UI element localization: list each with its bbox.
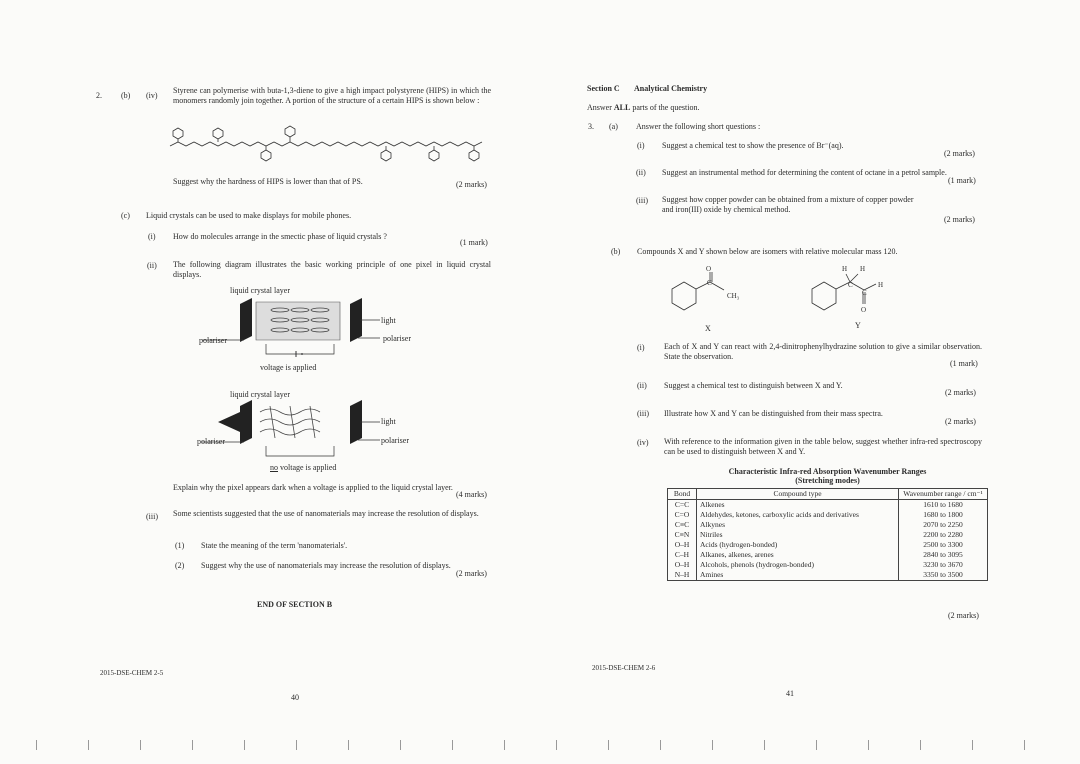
compound-type-cell: Alkanes, alkenes, arenes <box>697 550 899 560</box>
marks: (1 mark) <box>460 238 488 247</box>
edge-mark <box>452 740 453 750</box>
wavenumber-cell: 2500 to 3300 <box>899 540 988 550</box>
compound-type-cell: Alkynes <box>697 520 899 530</box>
molecule-y-structure <box>810 268 900 318</box>
marks: (2 marks) <box>456 569 487 578</box>
item-label: (1) <box>175 541 185 550</box>
marks: (4 marks) <box>456 490 487 499</box>
question-text: Styrene can polymerise with buta-1,3-diene to give a high impact polystyrene (HIPS) in which the monomers randomly join together. A portion of the structure of a certain HIPS is shown below : <box>173 86 491 105</box>
atom-label: O <box>861 306 867 314</box>
bond-cell: O–H <box>668 540 697 550</box>
column-header: Bond <box>668 489 697 500</box>
compound-type-cell: Aldehydes, ketones, carboxylic acids and derivatives <box>697 510 899 520</box>
question-text: With reference to the information given in the table below, suggest whether infra-red spectroscopy can be used to distinguish between X and Y. <box>664 437 982 456</box>
question-text: Some scientists suggested that the use of nanomaterials may increase the resolution of displays. <box>173 509 479 518</box>
question-text: Suggest a chemical test to distinguish between X and Y. <box>664 381 843 390</box>
bond-cell: C≡N <box>668 530 697 540</box>
section-title: Analytical Chemistry <box>634 84 708 93</box>
part-label: (b) <box>611 247 621 256</box>
bond-cell: N–H <box>668 570 697 581</box>
edge-mark <box>504 740 505 750</box>
marks: (1 mark) <box>950 359 978 368</box>
marks: (2 marks) <box>456 180 487 189</box>
marks: (2 marks) <box>944 215 975 224</box>
compound-type-cell: Amines <box>697 570 899 581</box>
bond-cell: O–H <box>668 560 697 570</box>
question-text: Suggest why the hardness of HIPS is lower than that of PS. <box>173 177 363 186</box>
question-text: Suggest how copper powder can be obtained from a mixture of copper powder and iron(III) oxide by chemical method. <box>662 195 914 214</box>
part-label: (c) <box>121 211 130 220</box>
marks: (1 mark) <box>948 176 976 185</box>
wavenumber-cell: 3350 to 3500 <box>899 570 988 581</box>
compound-type-cell: Nitriles <box>697 530 899 540</box>
edge-mark <box>348 740 349 750</box>
question-text: Answer the following short questions : <box>636 122 761 131</box>
atom-label: H <box>842 265 848 273</box>
compound-type-cell: Acids (hydrogen-bonded) <box>697 540 899 550</box>
edge-mark <box>712 740 713 750</box>
edge-mark <box>244 740 245 750</box>
subpart-label: (iv) <box>637 438 649 447</box>
table-row <box>668 500 988 511</box>
diagram-caption: voltage is applied <box>260 363 317 372</box>
table-row <box>668 530 988 540</box>
table-title: Characteristic Infra-red Absorption Wavenumber Ranges <box>728 467 927 476</box>
edge-mark <box>920 740 921 750</box>
wavenumber-cell: 2070 to 2250 <box>899 520 988 530</box>
question-text: Illustrate how X and Y can be distinguished from their mass spectra. <box>664 409 883 418</box>
polariser-label: polariser <box>199 336 227 345</box>
question-text: Explain why the pixel appears dark when a voltage is applied to the liquid crystal layer. <box>173 483 453 492</box>
question-text: Compounds X and Y shown below are isomers with relative molecular mass 120. <box>637 247 898 256</box>
lcd-pixel-illustration <box>200 296 400 366</box>
instruction-all: ALL <box>613 103 631 112</box>
edge-mark <box>192 740 193 750</box>
edge-mark <box>1024 740 1025 750</box>
question-text: Suggest why the use of nanomaterials may increase the resolution of displays. <box>201 561 451 570</box>
edge-mark <box>296 740 297 750</box>
bond-cell: C=C <box>668 500 697 511</box>
edge-mark <box>816 740 817 750</box>
subpart-label: (i) <box>148 232 156 241</box>
marks: (2 marks) <box>945 417 976 426</box>
page-number: 41 <box>786 689 794 698</box>
diagram-caption <box>270 463 336 473</box>
polariser-label: polariser <box>383 334 411 343</box>
edge-mark <box>608 740 609 750</box>
wavenumber-cell: 2200 to 2280 <box>899 530 988 540</box>
table-row <box>668 560 988 570</box>
atom-label: H <box>878 281 884 289</box>
bond-cell: C≡C <box>668 520 697 530</box>
edge-mark <box>88 740 89 750</box>
polariser-label: polariser <box>381 436 409 445</box>
compound-type-cell: Alcohols, phenols (hydrogen-bonded) <box>697 560 899 570</box>
subpart-label: (ii) <box>637 381 647 390</box>
wavenumber-cell: 1610 to 1680 <box>899 500 988 511</box>
marks: (2 marks) <box>948 611 979 620</box>
atom-label: H <box>860 265 866 273</box>
instruction-post: parts of the question. <box>630 103 700 112</box>
bond-cell: C=O <box>668 510 697 520</box>
item-label: (2) <box>175 561 185 570</box>
marks: (2 marks) <box>944 149 975 158</box>
edge-mark <box>556 740 557 750</box>
atom-label: CH₃ <box>727 292 740 300</box>
subpart-label: (iii) <box>637 409 649 418</box>
edge-mark <box>764 740 765 750</box>
bond-cell: C–H <box>668 550 697 560</box>
footer-code: 2015-DSE-CHEM 2-6 <box>592 664 656 672</box>
edge-mark <box>36 740 37 750</box>
table-row <box>668 550 988 560</box>
molecule-x-structure <box>670 268 760 318</box>
subpart-label: (ii) <box>147 261 157 270</box>
subpart-label: (iii) <box>146 512 158 521</box>
compound-type-cell: Alkenes <box>697 500 899 511</box>
subpart-label: (iv) <box>146 91 158 100</box>
question-number: 3. <box>588 122 594 131</box>
question-text: How do molecules arrange in the smectic phase of liquid crystals ? <box>173 232 387 241</box>
polariser-label: polariser <box>197 437 225 446</box>
compound-x-label: X <box>705 324 711 333</box>
edge-mark <box>972 740 973 750</box>
lcd-pixel-illustration <box>200 398 400 468</box>
edge-mark <box>140 740 141 750</box>
wavenumber-cell: 2840 to 3095 <box>899 550 988 560</box>
edge-mark <box>868 740 869 750</box>
part-label: (a) <box>609 122 618 131</box>
column-header: Wavenumber range / cm⁻¹ <box>899 489 988 500</box>
footer-code: 2015-DSE-CHEM 2-5 <box>100 669 164 677</box>
question-number: 2. <box>96 91 102 100</box>
question-text: Each of X and Y can react with 2,4-dinitrophenylhydrazine solution to give a similar observation. State the observation. <box>664 342 982 361</box>
question-text: Suggest an instrumental method for determining the content of octane in a petrol sample. <box>662 168 947 177</box>
question-text: Suggest a chemical test to show the presence of Br⁻(aq). <box>662 141 844 150</box>
instruction-pre: Answer <box>587 103 614 112</box>
question-text: State the meaning of the term 'nanomaterials'. <box>201 541 348 550</box>
caption-rest: voltage is applied <box>278 463 337 472</box>
atom-label: C <box>707 279 712 287</box>
page-number: 40 <box>291 693 299 702</box>
end-of-section: END OF SECTION B <box>257 600 333 609</box>
subpart-label: (ii) <box>636 168 646 177</box>
ir-absorption-table <box>667 488 988 581</box>
part-label: (b) <box>121 91 131 100</box>
table-row <box>668 570 988 581</box>
subpart-label: (i) <box>637 343 645 352</box>
section-label: Section C <box>587 84 620 93</box>
table-subtitle: (Stretching modes) <box>795 476 860 485</box>
wavenumber-cell: 3230 to 3670 <box>899 560 988 570</box>
light-label: light <box>381 417 396 426</box>
caption-emphasis: no <box>270 463 278 472</box>
table-header-row <box>668 489 988 500</box>
atom-label: C <box>848 281 853 289</box>
table-row <box>668 540 988 550</box>
subpart-label: (iii) <box>636 196 648 205</box>
light-label: light <box>381 316 396 325</box>
instruction <box>587 103 699 113</box>
column-header: Compound type <box>697 489 899 500</box>
table-row <box>668 510 988 520</box>
diagram-label: liquid crystal layer <box>230 286 290 295</box>
hips-structure-diagram <box>170 124 490 169</box>
question-text: Liquid crystals can be used to make displays for mobile phones. <box>146 211 352 220</box>
compound-y-label: Y <box>855 321 861 330</box>
wavenumber-cell: 1680 to 1800 <box>899 510 988 520</box>
question-text: The following diagram illustrates the basic working principle of one pixel in liquid crystal displays. <box>173 260 491 279</box>
marks: (2 marks) <box>945 388 976 397</box>
diagram-label: liquid crystal layer <box>230 390 290 399</box>
atom-label: C <box>862 289 867 297</box>
edge-mark <box>400 740 401 750</box>
edge-mark <box>660 740 661 750</box>
atom-label: O <box>706 265 712 273</box>
table-row <box>668 520 988 530</box>
subpart-label: (i) <box>637 141 645 150</box>
